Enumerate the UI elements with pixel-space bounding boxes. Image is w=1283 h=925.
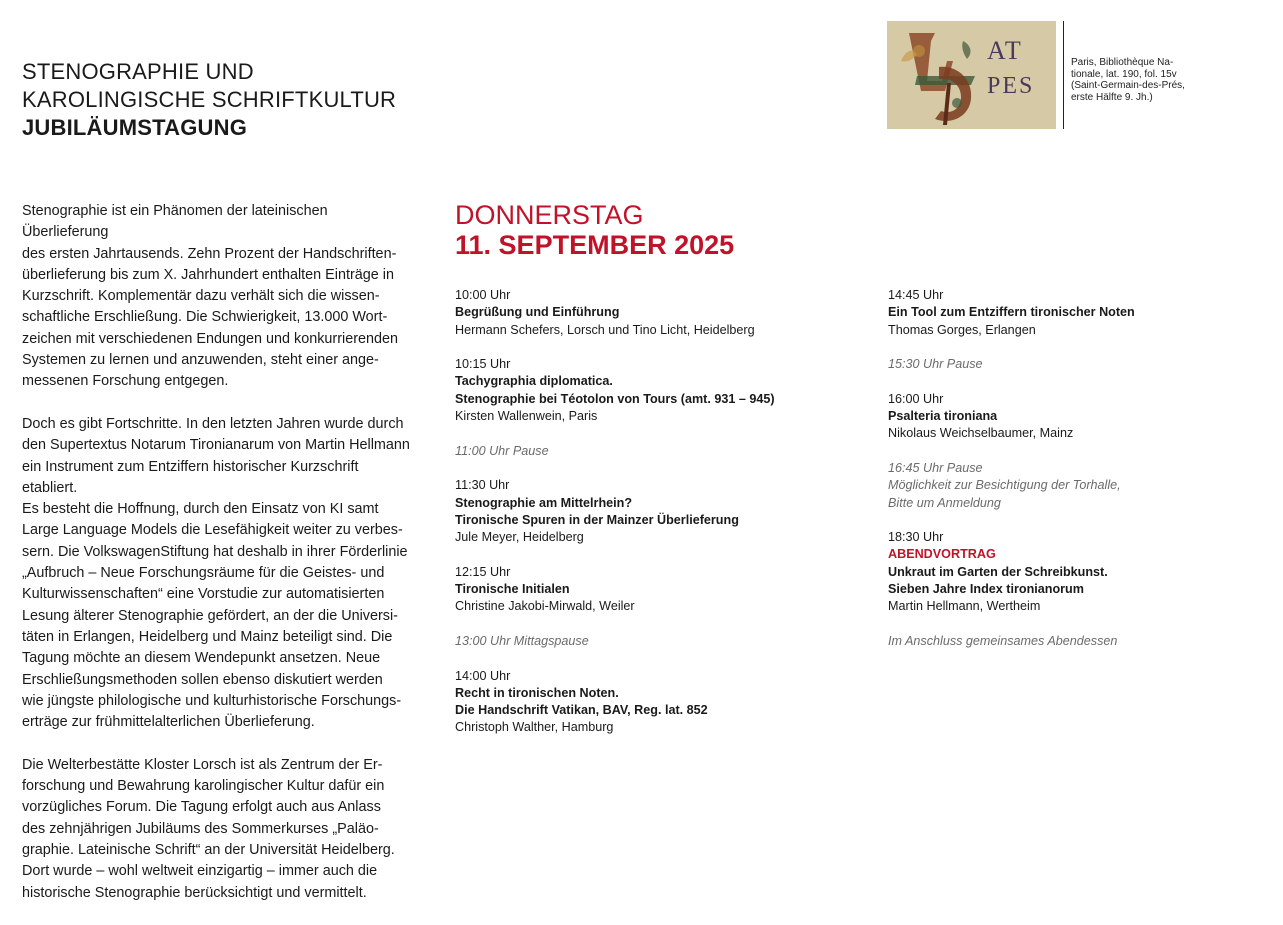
program-column-left bbox=[455, 287, 855, 754]
program-item: 11:30 Uhr Stenographie am Mittelrhein? Tironische Spuren in der Mainzer Überlieferung Jule Meyer, Heidelberg bbox=[455, 478, 739, 545]
program-item: 10:15 Uhr Tachygraphia diplomatica. Stenographie bei Téotolon von Tours (amt. 931 – 945) Kirsten Wallenwein, Paris bbox=[455, 357, 775, 424]
manuscript-at-text: AT bbox=[987, 36, 1023, 65]
program-item: 14:00 Uhr Recht in tironischen Noten. Die Handschrift Vatikan, BAV, Reg. lat. 852 Christoph Walther, Hamburg bbox=[455, 668, 708, 735]
program-item: 14:45 Uhr Ein Tool zum Entziffern tironischer Noten Thomas Gorges, Erlangen bbox=[888, 288, 1135, 337]
caption-divider bbox=[1063, 21, 1064, 129]
manuscript-image bbox=[887, 21, 1056, 129]
program-pause: 15:30 Uhr Pause bbox=[888, 357, 983, 372]
program-pause: 13:00 Uhr Mittagspause bbox=[455, 633, 589, 648]
program-pause: 16:45 Uhr Pause Möglichkeit zur Besichtigung der Torhalle, Bitte um Anmeldung bbox=[888, 460, 1121, 510]
program-item: 12:15 Uhr Tironische Initialen Christine Jakobi-Mirwald, Weiler bbox=[455, 564, 635, 614]
intro-text bbox=[22, 201, 412, 925]
evening-lecture-label: ABENDVORTRAG bbox=[888, 547, 996, 562]
program-closing-note: Im Anschluss gemeinsames Abendessen bbox=[888, 633, 1118, 648]
title-line-2: KAROLINGISCHE SCHRIFTKULTUR bbox=[22, 87, 397, 112]
weekday: DONNERSTAG bbox=[455, 200, 644, 230]
program-date-heading bbox=[455, 200, 734, 260]
date: 11. SEPTEMBER 2025 bbox=[455, 230, 735, 260]
program-item: 16:00 Uhr Psalteria tironiana Nikolaus Weichselbaumer, Mainz bbox=[888, 391, 1074, 441]
intro-paragraph-3: Die Welterbestätte Kloster Lorsch ist als Zentrum der Er- forschung und Bewahrung karolingischer Kultur dafür ein vorzügliches Forum. Die Tagung erfolgt auch aus Anlass des zehnjährigen Jubiläums des Sommerkurses „Paläo- graphie. Lateinische Schrift“ an der Universität Heidelberg. Dort wurde – wohl weltweit einzigartig – immer auch die historische Stenographie berücksichtigt und vermittelt. bbox=[22, 756, 395, 901]
intro-paragraph-1: Stenographie ist ein Phänomen der lateinischen Überlieferung des ersten Jahrtausends. Zehn Prozent der Handschriften- überlieferung bis zum X. Jahrhundert enthalten Einträge in Kurzschrift. Komplementär dazu verhält sich die wissen- schaftliche Erschließung. Die Schwierigkeit, 13.000 Wort- zeichen mit verschiedenen Endungen und konkurrierenden Systemen zu lernen und anzuwenden, steht einer ange- messenen Forschung entgegen. bbox=[22, 203, 399, 390]
manuscript-initial-illustration bbox=[887, 21, 1056, 129]
program-pause: 11:00 Uhr Pause bbox=[455, 443, 549, 458]
program-column-right bbox=[888, 287, 1268, 668]
page-title bbox=[22, 58, 396, 142]
title-line-3: JUBILÄUMSTAGUNG bbox=[22, 115, 248, 140]
program-item-evening-lecture: 18:30 Uhr ABENDVORTRAG Unkraut im Garten der Schreibkunst. Sieben Jahre Index tironianorum Martin Hellmann, Wertheim bbox=[888, 529, 1268, 615]
figure-caption: Paris, Bibliothèque Na- tionale, lat. 190, fol. 15v (Saint-Germain-des-Prés, erste Hälfte 9. Jh.) bbox=[1071, 57, 1185, 103]
intro-paragraph-2: Doch es gibt Fortschritte. In den letzten Jahren wurde durch den Supertextus Notarum Tironianarum von Martin Hellmann ein Instrument zum Entziffern historischer Kurzschrift etabliert. Es besteht die Hoffnung, durch den Einsatz von KI samt Large Language Models die Lesefähigkeit weiter zu verbes- sern. Die VolkswagenStiftung hat deshalb in ihrer Förderlinie „Aufbruch – Neue Forschungsräume für die Geistes- und Kulturwissenschaften“ eine Vorstudie zur automatisierten Lesung älterer Stenographie gefördert, an der die Universi- täten in Erlangen, Heidelberg und Mainz beteiligt sind. Die Tagung möchte an diesem Wendepunkt ansetzen. Neue Erschließungsmethoden sollen ebenso diskutiert werden wie jüngste philologische und kulturhistorische Forschungs- erträge zur frühmittelalterlichen Überlieferung. bbox=[22, 415, 410, 731]
title-line-1: STENOGRAPHIE UND bbox=[22, 59, 254, 84]
program-item: 10:00 Uhr Begrüßung und Einführung Hermann Schefers, Lorsch und Tino Licht, Heidelberg bbox=[455, 288, 755, 337]
manuscript-pes-text: PES bbox=[987, 73, 1035, 99]
